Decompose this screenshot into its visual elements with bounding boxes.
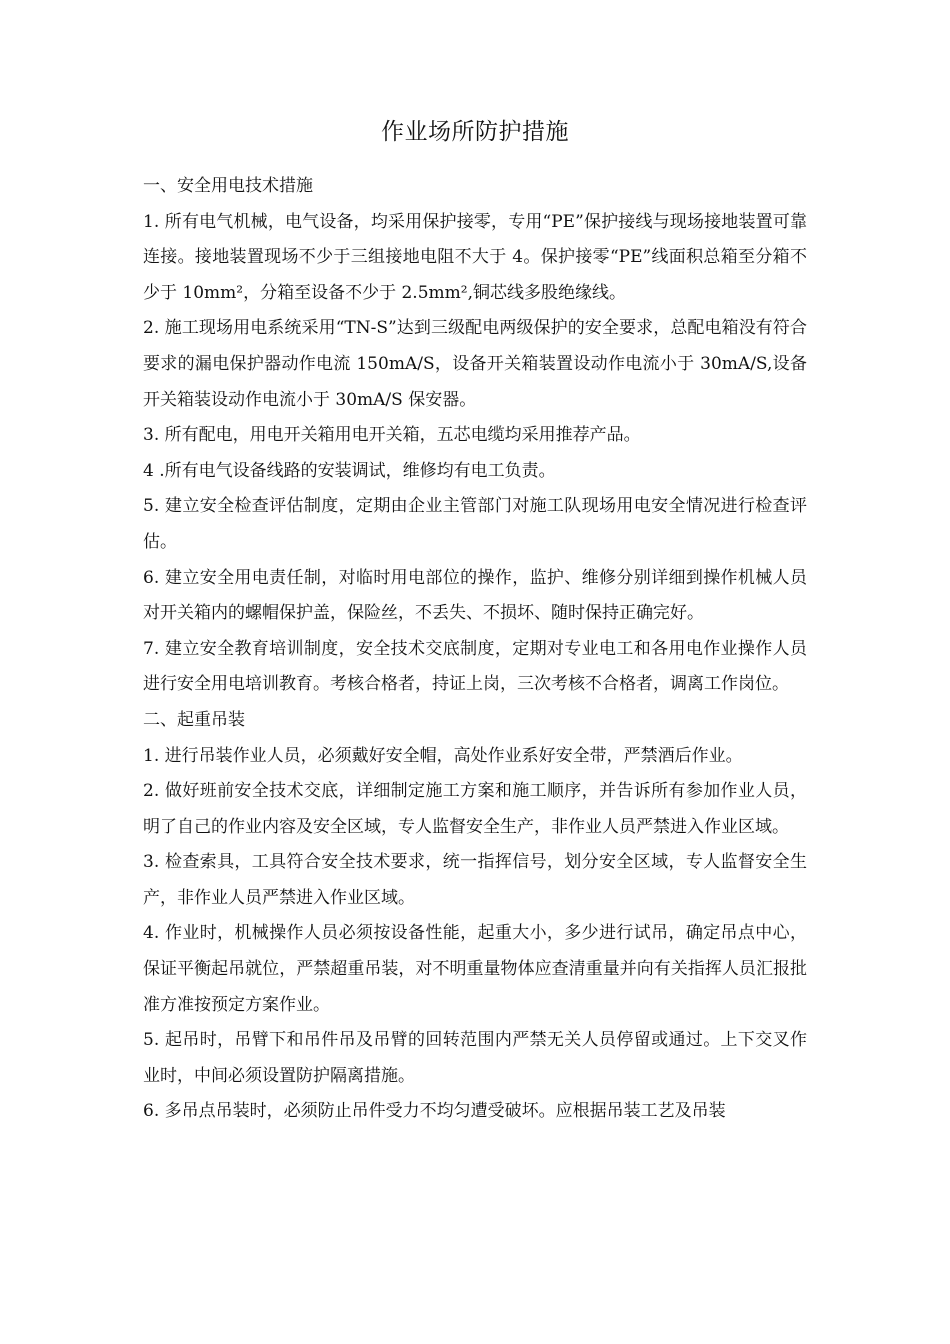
paragraph-electrical-1: 1. 所有电气机械，电气设备，均采用保护接零，专用“PE”保护接线与现场接地装置可靠连接。接地装置现场不少于三组接地电阻不大于 4。保护接零“PE”线面积总箱至分箱不少于 10mm²，分箱至设备不少于 2.5mm²,铜芯线多股绝缘线。 xyxy=(143,211,807,303)
section-heading-electrical-safety: 一、安全用电技术措施 xyxy=(143,176,313,196)
paragraph-lifting-3: 3. 检查索具，工具符合安全技术要求，统一指挥信号，划分安全区域，专人监督安全生产，非作业人员严禁进入作业区域。 xyxy=(143,852,807,908)
paragraph-electrical-3: 3. 所有配电，用电开关箱用电开关箱，五芯电缆均采用推荐产品。 xyxy=(143,425,641,446)
page-title: 作业场所防护措施 xyxy=(381,119,569,145)
paragraph-lifting-6: 6. 多吊点吊装时，必须防止吊件受力不均匀遭受破坏。应根据吊装工艺及吊装 xyxy=(143,1101,726,1122)
section-heading-lifting: 二、起重吊装 xyxy=(143,709,245,730)
paragraph-electrical-4: 4 .所有电气设备线路的安装调试，维修均有电工负责。 xyxy=(143,460,556,481)
paragraph-electrical-6: 6. 建立安全用电责任制，对临时用电部位的操作，监护、维修分别详细到操作机械人员对开关箱内的螺帽保护盖，保险丝，不丢失、不损坏、随时保持正确完好。 xyxy=(143,567,807,624)
paragraph-electrical-7: 7. 建立安全教育培训制度，安全技术交底制度，定期对专业电工和各用电作业操作人员进行安全用电培训教育。考核合格者，持证上岗，三次考核不合格者，调离工作岗位。 xyxy=(143,638,807,695)
document-body xyxy=(143,169,807,1130)
paragraph-lifting-2: 2. 做好班前安全技术交底，详细制定施工方案和施工顺序，并告诉所有参加作业人员，明了自己的作业内容及安全区域，专人监督安全生产，非作业人员严禁进入作业区域。 xyxy=(143,781,807,837)
paragraph-lifting-4: 4. 作业时，机械操作人员必须按设备性能，起重大小，多少进行试吊，确定吊点中心，保证平衡起吊就位，严禁超重吊装，对不明重量物体应查清重量并向有关指挥人员汇报批准方准按预定方案作业。 xyxy=(143,923,807,1015)
paragraph-lifting-1: 1. 进行吊装作业人员，必须戴好安全帽，高处作业系好安全带，严禁酒后作业。 xyxy=(143,745,743,766)
paragraph-electrical-2: 2. 施工现场用电系统采用“TN-S”达到三级配电两级保护的安全要求，总配电箱没有符合要求的漏电保护器动作电流 150mA/S，设备开关箱装置设动作电流小于 30mA/S,设备开关箱装设动作电流小于 30mA/S 保安器。 xyxy=(143,318,807,410)
paragraph-lifting-5: 5. 起吊时，吊臂下和吊件吊及吊臂的回转范围内严禁无关人员停留或通过。上下交叉作业时，中间必须设置防护隔离措施。 xyxy=(143,1030,807,1086)
paragraph-electrical-5: 5. 建立安全检查评估制度，定期由企业主管部门对施工队现场用电安全情况进行检查评估。 xyxy=(143,496,807,552)
